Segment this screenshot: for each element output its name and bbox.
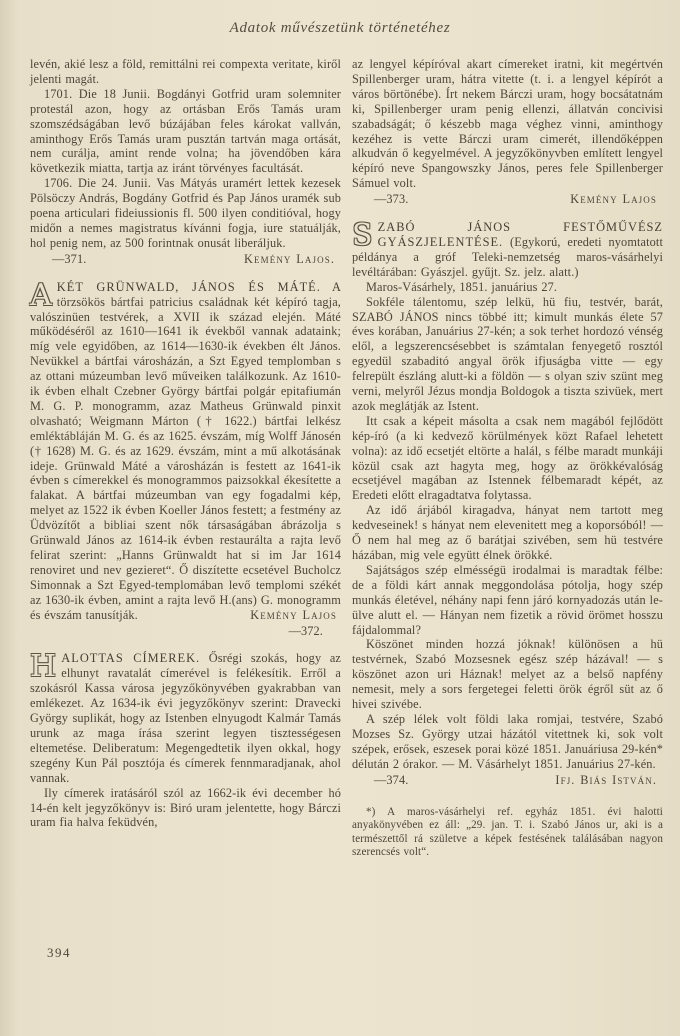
signature-row-374 bbox=[352, 773, 663, 788]
drop-cap-S: S bbox=[352, 218, 373, 254]
drop-cap-A: A bbox=[30, 277, 52, 313]
section-body bbox=[30, 277, 341, 623]
section-text: (Egykorú, eredeti nyomtatott példánya a gróf Teleki-nemzetség maros-vásárhelyi levéltárában: Gyászjel. gyűjt. Sz. jelz. alatt.) bbox=[352, 234, 663, 279]
footnote-text: *) A maros-vásárhelyi ref. egyház 1851. évi halotti anyakönyvében ez áll: „29. jan. T. i. Szabó János ur, aki is a természettől rá születve a képek festésének találásában nagyon szerencsés volt“. bbox=[352, 805, 663, 859]
paragraph-sokfele: Sokféle tálentomu, szép lelkü, hü fiu, testvér, barát, SZABÓ JÁNOS nincs többé itt; kimult munkás élete 57 éves korában, Januárius 27-kén; a sok terhet hordozó vénség elől, a legszerencsésebbet is számtalan fenyegető rosztól egyedül szabaditó angyal örök ifjuságba vitte — egy felrepült észláng alutt-ki a földön — s olyan sziv szünt meg verni, melyről Jézus mondja Boldogok a tiszta szivüek, mert azok meglátják az Istent. bbox=[352, 294, 663, 413]
author-name: Kemény Lajos bbox=[250, 607, 337, 622]
author-name: Kemény Lajos bbox=[570, 192, 657, 207]
section-halottas bbox=[30, 651, 341, 830]
text-columns bbox=[30, 57, 663, 860]
drop-cap-H: H bbox=[30, 649, 57, 685]
section-text: Ősrégi szokás, hogy az elhunyt ravatalát címerével is felékesítik. Erről a szokásról Kassa városa jegyzőkönyvében gyakrabban van emlékezet. Az 1634-ik évi jegyzőkönyv szerint: Dravecki György suplikát, hogy az Istenben elnyugodt Kalmár Tamás urunk az maga írása szerint legyen tisztességesen eltemetése. Deliberatum: Megengedtetik ilyen okkal, hogy szegény Kun Pál posztója és címerek fennmaradjanak, ahol vannak. bbox=[30, 651, 341, 785]
paragraph-sajatsagos: Sajátságos szép elmésségü irodalmai is maradtak félbe: de a földi kárt annak meggondolása pótolja, hogy szép munkás életével, néhány napi fenn járó kornyadozás után le-ülve alutt el. — Hányan nem fizetik a rövid örömet hosszu fájdalommal? bbox=[352, 562, 663, 637]
item-number: —372. bbox=[288, 623, 323, 638]
section-body bbox=[30, 651, 341, 785]
section-szabo bbox=[352, 220, 663, 787]
section-body bbox=[352, 220, 663, 280]
paragraph-ily-cimerek: Ily címerek iratásáról szól az 1662-ik évi december hó 14-én kelt jegyzőkönyv is: Biró uram jelentette, hogy Bárczi uram fia halva feküdvén, bbox=[30, 785, 341, 830]
paragraph-continuation: levén, akié lesz a föld, remittálni rei compexta veritate, kiről jelenti magát. bbox=[30, 57, 341, 86]
paragraph-itt-csak: Itt csak a képeit másolta a csak nem magából fejlődött kép-író (a ki kedvező körülmények közt Rafael lehetett volna): az idő ecsetjét eltörte a halál, s félbe maradt munkáji közül csak azt hagyta meg, hogy az örökkévalóság ecsetjével magában az Istennek félbemaradt képét, az Eredeti előtt elragadtatva folytassa. bbox=[352, 413, 663, 503]
footnote bbox=[352, 806, 663, 860]
paragraph-koszonet: Köszönet minden hozzá jóknak! különösen a hü testvérnek, Szabó Mozsesnek egész szép házával! — s köszönet azon uri Háznak! melyet az a belső napfény nemesit, mely a sors fergetegei feletti örök égről süt az ő hivei szivébe. bbox=[352, 637, 663, 712]
section-heading: KÉT GRÜNWALD, JÁNOS ÉS MÁTÉ. bbox=[56, 279, 321, 294]
paragraph-continuation: az lengyel képíróval akart címereket iratni, kit megértvén Spillenberger uram, hátra vitette (t. i. a lengyel képírót a város börtönébe). Írt nekem Bárczi uram, hogy bocsátatnám ki, Spillenberger uram penig ellenzi, állatván concivisi szabadságát; ő készebb maga véghez vinni, aminthogy kezéhez is vette Bárczi uram cimerét, illendőképpen alkudván ő kegyelmével. A jegyzőkönyvben említett lengyel képíró neve Spangowszky János, peres fele Spillenberger Sámuel volt. bbox=[352, 57, 663, 191]
author-name: Ifj. Biás István. bbox=[555, 772, 657, 787]
right-column bbox=[352, 57, 663, 860]
item-number: —374. bbox=[374, 772, 409, 787]
author-name: Kemény Lajos. bbox=[244, 251, 335, 266]
section-text: A törzsökös bártfai patricius családnak két képíró tagja, valószinüen testvérek, a XVII ik század elején. Máté működéséről az 1610—1641 ik évekből vannak adataink; míg vele egyidőben, az 1614—1630-ik években élt János. Nevükkel a bártfai városházán, a Szt Egyed templomban s az ottani múzeumban levő műveiken találkozunk. Az 1610-ik évben elhalt Czebner György bártfai polgár epitafiumán M. G. P. monogramm, azaz Matheus Grünwald pinxit olvasható; Weigmann Márton († 1622.) bártfai lelkész emléktábláján M. G. és az 1625. évszám, míg Wolff Jánosén († 1628) M. G. és az 1629. évszám, mint a mű alkotásának ideje. Grünwald Máté a városházán is festett az 1641-ik évben s címerekkel és monogrammos paizsokkal ékesítette a falakat. A bártfai múzeumban van egy fogadalmi kép, melyet az 1522 ik évben Koeller János festett; a festmény az Üdvözítőt a bibliai szent nők társaságában ábrázolja s Grünwald János az 1614-ik évben restaurálta a rajta levő felirat szerint: „Hanns Grünwaldt hat si im Jar 1614 renoviret und nev gezieret“. Ő diszítette ecsetével Bucholcz Simonnak a Szt Egyed-templomában levő templomi székét az 1630-ik évben, amint a rajta levő H.(ans) G. monogramm és évszám tanusítják. bbox=[30, 279, 341, 622]
running-head: Adatok művészetünk történetéhez bbox=[229, 20, 451, 36]
paragraph-1706: 1706. Die 24. Junii. Vas Mátyás uramért lettek kezesek Pölsöczy András, Bogdány Gotfrid és Pap János uramék sub poena articulari fideiussionis fl. 500 ilyen conditióval, hogy midőn a nemes magistratus kívánni fogja, iure statuálják, hol penig nem, az 500 forintnak onusát liberáljuk. bbox=[30, 176, 341, 250]
section-heading: ZABÓ JÁNOS FESTŐMŰVÉSZ GYÁSZJELENTÉSE. bbox=[377, 220, 663, 249]
paragraph-1701: 1701. Die 18 Junii. Bogdányi Gotfrid uram solemniter protestál azon, hogy az ortásban Erős Tamás uram szomszédságában levő búzájában feles károkat vallván, aminthogy Erős Tamás uram pusztán tartván maga ortását, nem curálja, amint rende volna; ha jövendőben kára következik miatta, tartja az iránt törvényes facultását. bbox=[30, 86, 341, 176]
item-number: —373. bbox=[374, 192, 409, 207]
section-heading: ALOTTAS CÍMEREK. bbox=[61, 651, 201, 666]
date-line: Maros-Vásárhely, 1851. januárius 27. bbox=[366, 279, 558, 294]
signature-row-373 bbox=[352, 192, 663, 207]
item-number-line bbox=[30, 624, 341, 639]
section-grunwald bbox=[30, 277, 341, 639]
left-column bbox=[30, 57, 341, 860]
item-number: —371. bbox=[52, 251, 87, 266]
paragraph-a-szep-lelek: A szép lélek volt földi laka romjai, testvére, Szabó Mozses Sz. György utzai házától vitettnek ki, sok volt szépek, erősek, eszesek porai közé 1851. Januáriusa 29-kén* délután 2 órakor. — M. Vásárhelyt 1851. Januárius 27-kén. bbox=[352, 711, 663, 771]
page-number: 394 bbox=[47, 945, 71, 960]
signature-row-371 bbox=[30, 252, 341, 267]
paragraph-az-ido: Az idő árjából kiragadva, hányat nem tartott meg kedveseinek! s hányat nem elevenitett meg a koporsóból! — Ő nem hal meg az ő barátjai szivében, sem hü testvére házában, mig vele együtt élnek örökké. bbox=[352, 503, 663, 562]
